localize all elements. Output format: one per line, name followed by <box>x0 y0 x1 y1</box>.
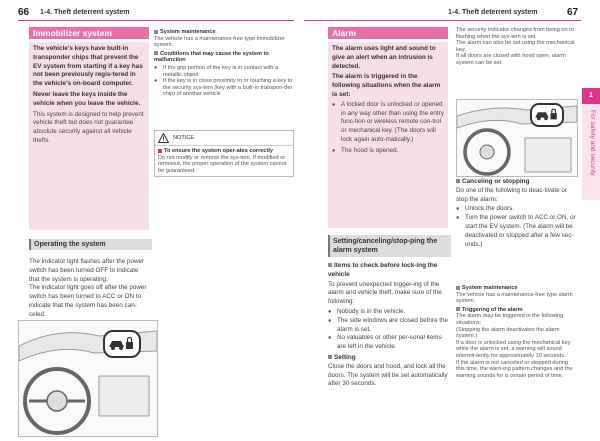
notice-label: NOTICE <box>173 134 195 141</box>
immobilizer-never-leave: Never leave the keys inside the vehicle when you leave the vehicle. <box>33 90 141 107</box>
list-item: ● No valuables or other per-sonal items are left in the vehicle. <box>328 334 450 352</box>
conditions-list <box>154 65 294 98</box>
chapter-tab-label: For safety and security <box>589 110 596 176</box>
operating-body: The indicator light flashes after the power switch has been turned OFF to indicate that the system is operating. The indicator light goes off after the power switch has been turned to ACC or ON to indicate that the system has been can-celed. <box>29 258 147 318</box>
canceling-list <box>456 205 578 249</box>
immobilizer-heading: Immobilizer system <box>29 27 149 39</box>
triggering-title: Triggering of the alarm <box>456 307 578 314</box>
right-page-number: 67 <box>567 7 579 18</box>
alarm-triggered-title: The alarm is triggered in the following situations when the alarm is set: <box>332 73 441 98</box>
list-item: ● Unlock the doors. <box>456 205 578 214</box>
left-header-title: 1-4. Theft deterrent system <box>40 9 130 16</box>
security-indicator-text: The security indicator changes from being on to flashing when the sys-tem is set. The alarm can also be set using the mechanical key. If all doors are closed with hood open, alarm system can be set. <box>456 27 575 66</box>
canceling-title: Canceling or stopping <box>456 178 578 187</box>
canceling-intro: Do one of the following to deac-tivate or stop the alarm: <box>456 186 567 203</box>
alarm-lock-indicator-icon <box>530 103 564 127</box>
canceling-section <box>456 178 578 249</box>
immobilizer-intro: The vehicle’s keys have built-in transponder chips that prevent the EV system from starting if a key has not been previously regis-tered in the vehicle’s on-board computer. <box>33 45 143 88</box>
items-check-list <box>328 308 450 352</box>
list-item: ● The hood is opened. <box>332 147 444 156</box>
chapter-tab <box>582 104 600 200</box>
list-item: ● Nobody is in the vehicle. <box>328 308 450 317</box>
left-page-number: 66 <box>18 7 30 18</box>
system-maintenance-body: The vehicle has a maintenance-free type immobilizer system. <box>154 35 285 49</box>
list-item: ● If the key is in close proximity to or touching a key to the security sys-tem (key with a built-in transpon-der chip) of another vehicle <box>154 78 294 98</box>
left-header-rule <box>18 20 294 21</box>
system-maintenance-title: System maintenance <box>154 29 294 36</box>
conditions-title: Conditions that may cause the system to malfunction <box>154 50 269 64</box>
notice-body: Do not modify or remove the sys-tem. If modified or removed, the proper operation of the system cannot be guaranteed. <box>158 154 287 174</box>
setting-title: Setting <box>328 354 450 363</box>
right-header-rule <box>304 20 581 21</box>
setting-section-heading: Setting/canceling/stop-ping the alarm system <box>328 235 451 257</box>
alarm-system-maintenance-title: System maintenance <box>456 285 578 292</box>
car-lock-indicator-icon <box>103 330 141 358</box>
triggering-body: The alarm may be triggered in the following situations: (Stopping the alarm deactivates the alarm system.) If a door is unlocked using the mechanical key while the alarm is set, a warning will sound intermit-tently for approximately 10 seconds. If the alarm is not canceled or stopped during this time, the warn-ing pattern changes and the warning sounds for a certain period of time. <box>456 313 573 379</box>
setting-body: Close the doors and hood, and lock all the doors. The system will be set automatically after 30 seconds. <box>328 362 448 388</box>
alarm-maintenance-section <box>456 285 578 379</box>
operating-heading: Operating the system <box>29 239 152 250</box>
items-check-intro: To prevent unexpected trigger-ing of the alarm and vehicle theft, make sure of the following: <box>328 280 442 306</box>
maintenance-column <box>154 29 294 98</box>
list-item: ● The side windows are closed before the alarm is set. <box>328 317 450 335</box>
alarm-heading: Alarm <box>328 27 448 39</box>
setting-section-body <box>328 262 450 389</box>
immobilizer-box <box>29 42 149 230</box>
chapter-tab-number: 1 <box>582 88 600 104</box>
list-item: ● If the grip portion of the key is in contact with a metallic object <box>154 65 294 78</box>
notice-title: To ensure the system oper-ates correctly <box>158 148 290 155</box>
alarm-box <box>328 42 448 228</box>
right-header-title: 1-4. Theft deterrent system <box>448 9 538 16</box>
notice-box <box>154 130 294 177</box>
alarm-intro: The alarm uses light and sound to give an alert when an intrusion is detected. <box>332 45 436 70</box>
notice-header <box>155 131 293 146</box>
alarm-system-maintenance-body: The vehicle has a maintenance-free type alarm system. <box>456 291 573 305</box>
items-check-title: Items to check before lock-ing the vehicle <box>328 262 438 278</box>
immobilizer-body: This system is designed to help prevent vehicle theft but does not guarantee absolute security against all vehicle thefts. <box>33 110 144 144</box>
list-item: ● A locked door is unlocked or opened in any way other than using the entry func-tion or wireless remote con-trol or mechanical key. (The doors will lock again auto-matically.) <box>332 101 444 145</box>
list-item: ● Turn the power switch to ACC or ON, or start the EV system. (The alarm will be deactivated or stopped after a few sec-onds.) <box>456 214 578 249</box>
alarm-triggered-list <box>332 101 444 156</box>
notice-warning-icon <box>158 133 169 143</box>
